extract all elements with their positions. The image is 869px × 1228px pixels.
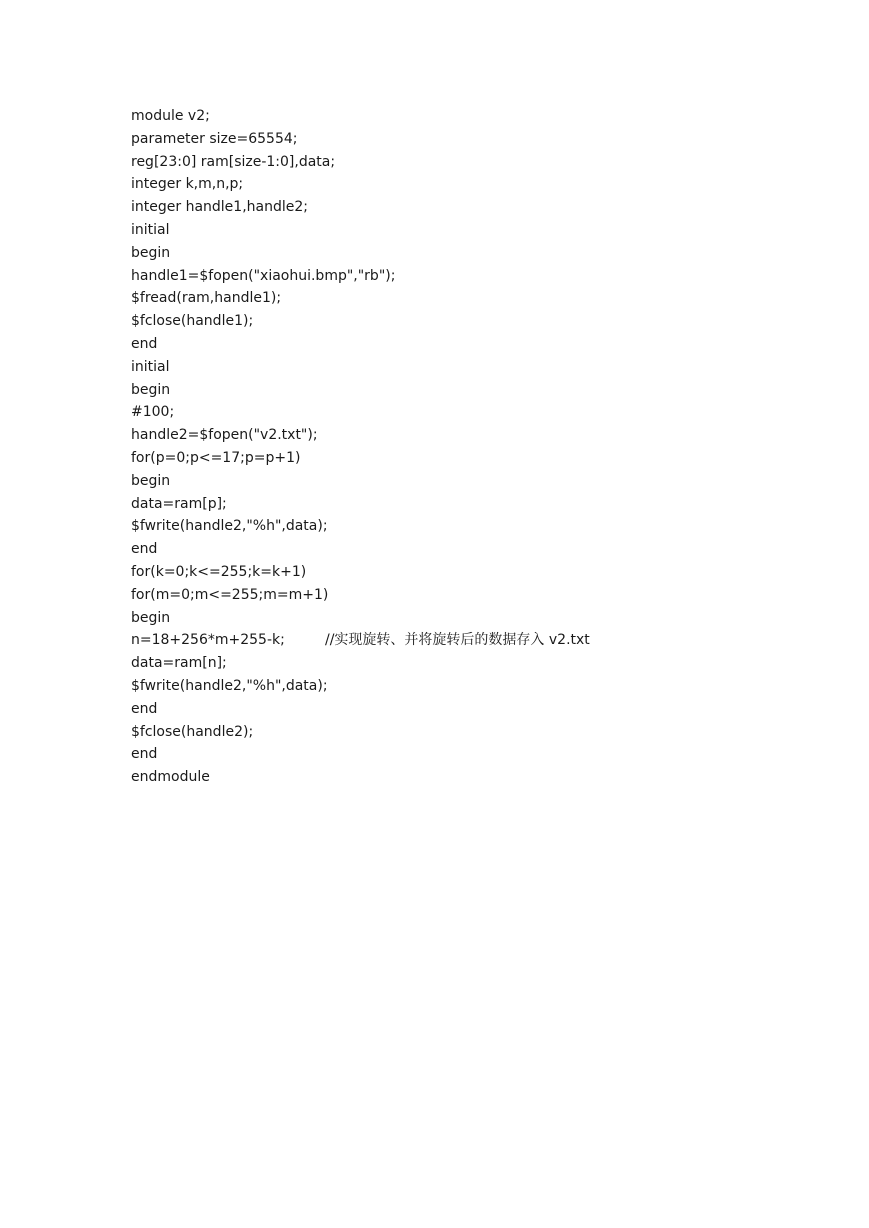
code-line [131,265,831,288]
code-line [131,561,831,584]
code-line [131,538,831,561]
code-line [131,379,831,402]
code-line [131,629,831,652]
code-text: $fwrite(handle2,"%h",data); [131,518,328,535]
code-line [131,219,831,242]
code-line [131,310,831,333]
code-line [131,652,831,675]
code-line [131,196,831,219]
code-text: endmodule [131,769,210,786]
code-text: data=ram[p]; [131,495,227,512]
code-text: for(p=0;p<=17;p=p+1) [131,449,301,466]
code-text: data=ram[n]; [131,655,227,672]
code-text: reg[23:0] ram[size-1:0],data; [131,153,336,170]
code-line [131,743,831,766]
code-line [131,766,831,789]
code-text: $fwrite(handle2,"%h",data); [131,677,328,694]
code-line [131,287,831,310]
code-line [131,151,831,174]
code-text: module v2; [131,108,210,124]
code-line [131,698,831,721]
code-line [131,105,831,128]
code-line [131,493,831,516]
code-text: integer handle1,handle2; [131,199,308,216]
code-line [131,128,831,151]
code-listing [131,105,831,789]
code-text: end [131,746,158,763]
code-text: for(m=0;m<=255;m=m+1) [131,586,329,603]
code-text: begin [131,381,171,398]
code-line [131,173,831,196]
code-text: $fclose(handle1); [131,313,254,330]
code-comment: //实现旋转、并将旋转后的数据存入 v2.txt [325,632,590,649]
code-line [131,675,831,698]
code-text: parameter size=65554; [131,130,298,147]
code-text: begin [131,244,171,261]
code-text: n=18+256*m+255-k; [131,632,285,649]
code-line [131,607,831,630]
code-text: end [131,335,158,352]
code-text: begin [131,472,171,489]
code-line [131,470,831,493]
code-line [131,584,831,607]
code-line [131,424,831,447]
code-text: handle2=$fopen("v2.txt"); [131,427,318,444]
code-text: end [131,541,158,558]
code-text: $fread(ram,handle1); [131,290,282,307]
code-text: $fclose(handle2); [131,723,254,740]
code-text: for(k=0;k<=255;k=k+1) [131,563,307,580]
code-text: initial [131,358,170,375]
code-line [131,515,831,538]
code-text: initial [131,221,170,238]
code-line [131,333,831,356]
code-line [131,356,831,379]
code-line [131,447,831,470]
code-text: handle1=$fopen("xiaohui.bmp","rb"); [131,267,396,284]
code-line [131,242,831,265]
code-text: #100; [131,404,175,421]
code-line [131,721,831,744]
code-text: begin [131,609,171,626]
code-text: end [131,700,158,717]
code-line [131,401,831,424]
code-text: integer k,m,n,p; [131,176,244,193]
